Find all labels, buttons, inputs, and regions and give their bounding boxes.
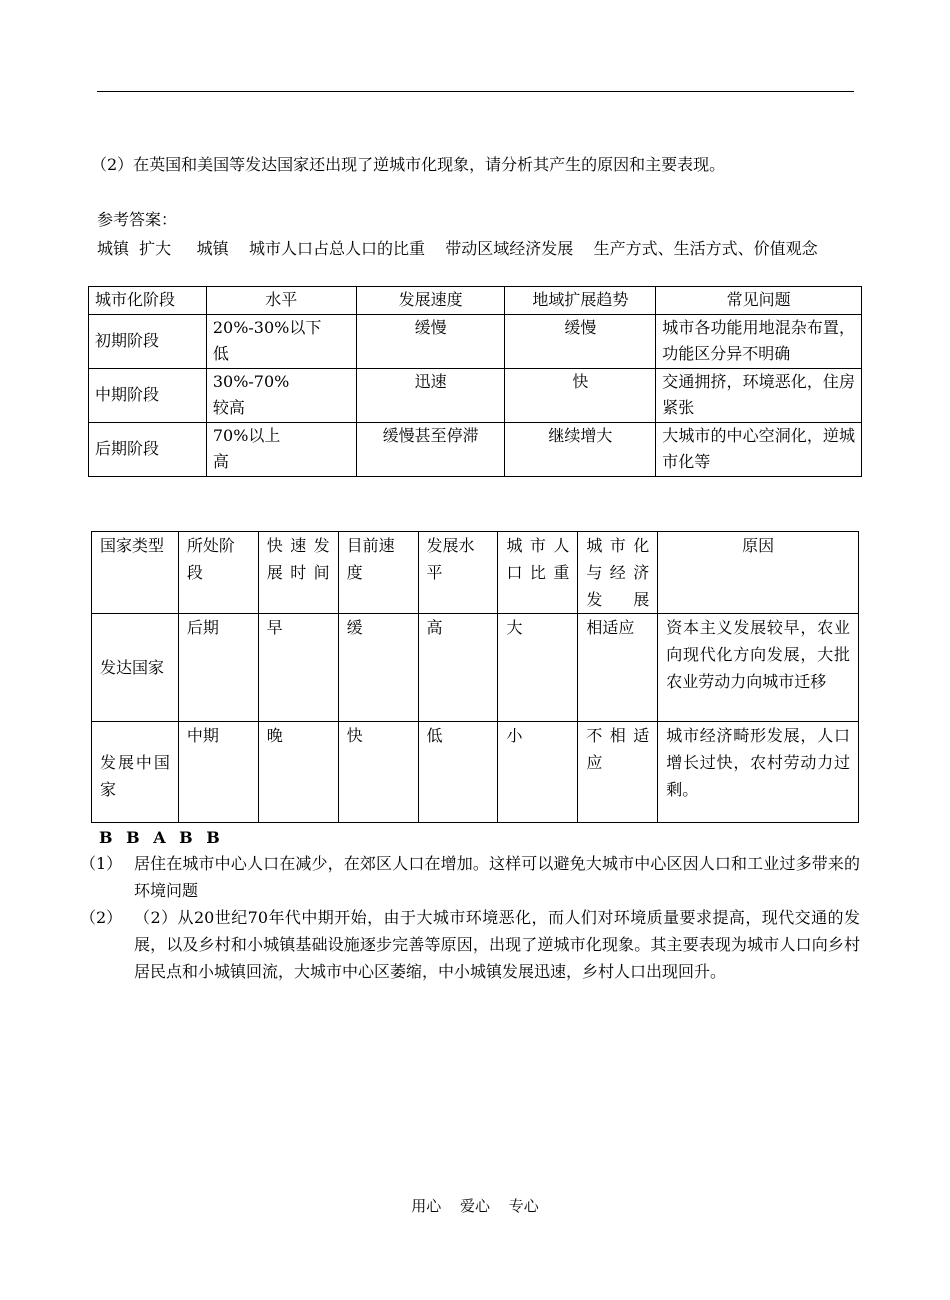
table-header: 原因: [658, 532, 859, 614]
table-cell-speed: 快: [338, 722, 418, 823]
answer-item: [80, 904, 860, 985]
table-cell-problems: 大城市的中心空洞化，逆城市化等: [656, 422, 862, 476]
level-label: 高: [212, 452, 229, 471]
reference-title: 参考答案：: [97, 210, 178, 229]
level-range: 30%-70%: [212, 371, 290, 391]
reference-blanks-text: 城镇 扩大 城镇 城市人口占总人口的比重 带动区域经济发展 生产方式、生活方式、价值观念: [97, 239, 818, 258]
table-header-row: [89, 287, 862, 315]
table-cell-level: [206, 422, 356, 476]
table-cell-level: 低: [418, 722, 498, 823]
table-cell-stage: 中期: [178, 722, 258, 823]
table-header: 地域扩展趋势: [505, 287, 656, 315]
table-row: [89, 314, 862, 368]
table-header: 城市化阶段: [89, 287, 207, 315]
table-row: [89, 368, 862, 422]
table-cell-stage: 后期: [178, 614, 258, 722]
table-cell-stage: 中期阶段: [89, 368, 207, 422]
table-header: 目前速度: [338, 532, 418, 614]
country-comparison-table: [91, 531, 859, 823]
table-cell-time: 晚: [258, 722, 338, 823]
table-header: 发展水平: [418, 532, 498, 614]
table-row: [89, 422, 862, 476]
table-cell-speed: 缓: [338, 614, 418, 722]
table-header: 城市人口比重: [498, 532, 578, 614]
multiple-choice-answers: B B A B B: [99, 828, 220, 847]
urbanization-stage-table: [88, 286, 862, 477]
table-cell-stage: 后期阶段: [89, 422, 207, 476]
table-cell-speed: 缓慢甚至停滞: [356, 422, 505, 476]
table-cell-ratio: 小: [498, 722, 578, 823]
answer-text: 居住在城市中心人口在减少，在郊区人口在增加。这样可以避免大城市中心区因人口和工业过多带来的环境问题: [134, 854, 860, 900]
table-cell-reason: 城市经济畸形发展，人口增长过快，农村劳动力过剩。: [658, 722, 859, 823]
table-cell-level: [206, 314, 356, 368]
table-cell-problems: 交通拥挤，环境恶化，住房紧张: [656, 368, 862, 422]
level-label: 低: [212, 344, 229, 363]
table-header: 发展速度: [356, 287, 505, 315]
table-cell-problems: 城市各功能用地混杂布置，功能区分异不明确: [656, 314, 862, 368]
table-header: 所处阶段: [178, 532, 258, 614]
table-header: 城市化与经济发展: [578, 532, 658, 614]
table-cell-country-type: 发达国家: [92, 614, 179, 722]
table-row: [92, 614, 859, 722]
level-range: 20%-30%以下: [212, 317, 322, 337]
table-cell-relation: 不相适应: [578, 722, 658, 823]
table-cell-trend: 快: [505, 368, 656, 422]
reference-blanks: [97, 235, 857, 262]
table-cell-stage: 初期阶段: [89, 314, 207, 368]
table-cell-speed: 缓慢: [356, 314, 505, 368]
table-header-row: [92, 532, 859, 614]
table-cell-time: 早: [258, 614, 338, 722]
table-header: 常见问题: [656, 287, 862, 315]
table-cell-level: [206, 368, 356, 422]
table-header: 快速发展时间: [258, 532, 338, 614]
answer-text: （2）从20世纪70年代中期开始，由于大城市环境恶化，而人们对环境质量要求提高，现代交通的发展，以及乡村和小城镇基础设施逐步完善等原因，出现了逆城市化现象。其主要表现为城市人口向乡村居民点和小城镇回流，大城市中心区萎缩，中小城镇发展迅速，乡村人口出现回升。: [134, 908, 860, 981]
answer-item: [80, 850, 860, 904]
table-cell-country-type: 发展中国家: [92, 722, 179, 823]
table-row: [92, 722, 859, 823]
level-range: 70%以上: [212, 425, 281, 445]
table-cell-reason: 资本主义发展较早，农业向现代化方向发展，大批农业劳动力向城市迁移: [658, 614, 859, 722]
table-cell-trend: 继续增大: [505, 422, 656, 476]
answer-number: （1）: [80, 854, 123, 873]
question-2: （2）在英国和美国等发达国家还出现了逆城市化现象，请分析其产生的原因和主要表现。: [91, 155, 726, 174]
page-footer: 用心 爱心 专心: [411, 1197, 539, 1215]
level-label: 较高: [212, 398, 245, 417]
header-rule: [97, 91, 854, 92]
table-cell-relation: 相适应: [578, 614, 658, 722]
table-header: 水平: [206, 287, 356, 315]
answer-number: （2）: [80, 908, 123, 927]
table-cell-ratio: 大: [498, 614, 578, 722]
table-cell-level: 高: [418, 614, 498, 722]
table-header: 国家类型: [92, 532, 179, 614]
table-cell-speed: 迅速: [356, 368, 505, 422]
table-cell-trend: 缓慢: [505, 314, 656, 368]
